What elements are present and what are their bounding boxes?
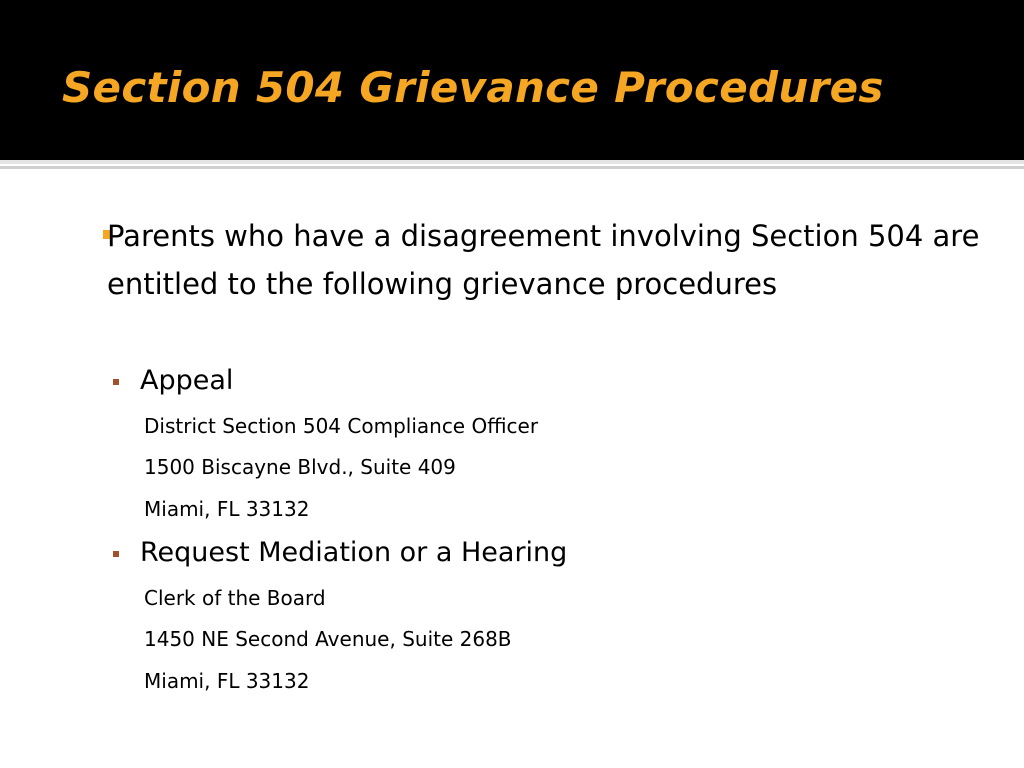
sub-bullet-icon: [113, 379, 119, 385]
mediation-label: Request Mediation or a Hearing: [140, 537, 568, 568]
main-bullet-text: Parents who have a disagreement involving Section 504 are entitled to the following grievance procedures: [107, 219, 980, 301]
appeal-address-line: Miami, FL 33132: [144, 497, 310, 521]
appeal-address-line: District Section 504 Compliance Officer: [144, 414, 539, 438]
appeal-address-line: 1500 Biscayne Blvd., Suite 409: [144, 455, 456, 479]
mediation-address-line: Miami, FL 33132: [144, 669, 310, 693]
mediation-address-line: Clerk of the Board: [144, 586, 326, 610]
mediation-address-line: 1450 NE Second Avenue, Suite 268B: [144, 627, 512, 651]
slide-title: Section 504 Grievance Procedures: [62, 63, 884, 112]
sub-bullet-icon: [113, 551, 119, 557]
appeal-label: Appeal: [140, 365, 234, 396]
